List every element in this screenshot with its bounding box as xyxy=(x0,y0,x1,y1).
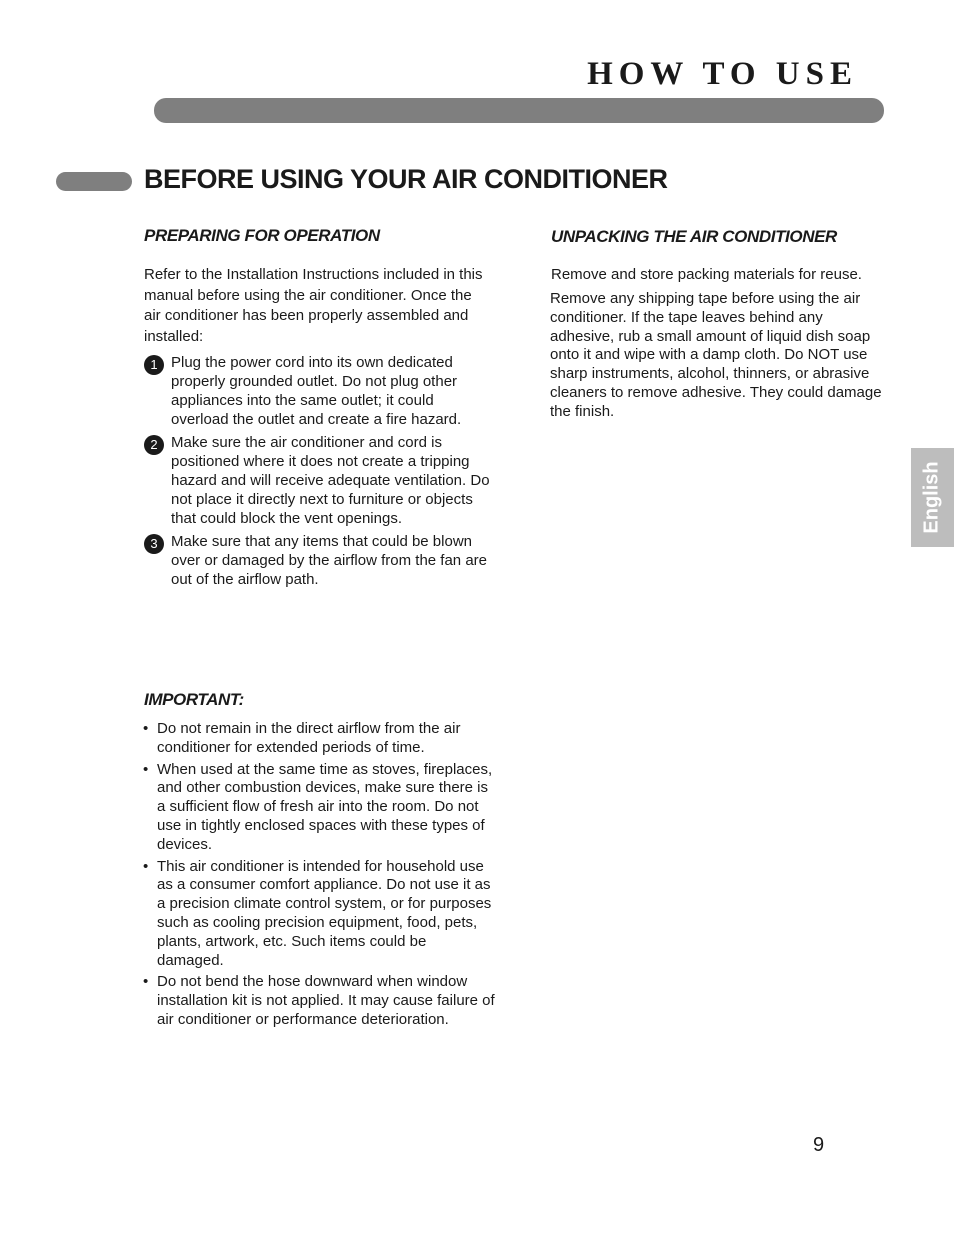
language-tab xyxy=(911,448,954,547)
header-bar xyxy=(154,98,884,123)
step-item xyxy=(144,532,494,589)
list-item-text: Do not bend the hose downward when window installation kit is not applied. It may cause failure of air conditioner or performance deterioration. xyxy=(157,973,495,1028)
step-number-badge: 3 xyxy=(144,534,164,554)
step-number-badge: 1 xyxy=(144,355,164,375)
language-tab-label: English xyxy=(921,461,944,534)
page-header-title: HOW TO USE xyxy=(587,56,858,92)
step-text: Plug the power cord into its own dedicated properly grounded outlet. Do not plug other appliances into the same outlet; it could overload the outlet and create a fire hazard. xyxy=(171,354,462,428)
list-item xyxy=(143,858,495,971)
list-item-text: When used at the same time as stoves, fireplaces, and other combustion devices, make sure there is a sufficient flow of fresh air into the room. Do not use in tightly enclosed spaces with these types of devices. xyxy=(157,760,493,853)
step-item xyxy=(144,433,494,528)
list-item xyxy=(143,761,495,855)
step-item xyxy=(144,353,494,429)
bullet-icon: • xyxy=(143,760,149,778)
bullet-icon: • xyxy=(143,720,149,737)
section-title: BEFORE USING YOUR AIR CONDITIONER xyxy=(144,164,668,194)
list-item xyxy=(143,973,495,1029)
important-heading: IMPORTANT: xyxy=(144,690,244,709)
unpacking-para-2: Remove any shipping tape before using the air conditioner. If the tape leaves behind any adhesive, rub a small amount of liquid dish soap onto it and wipe with a damp cloth. Do NOT use sharp instruments, alcohol, thinners, or abrasive cleaners to remove adhesive. They could damage the finish. xyxy=(550,290,882,420)
list-item xyxy=(143,720,495,758)
list-item-text: Do not remain in the direct airflow from the air conditioner for extended periods of time. xyxy=(157,720,461,756)
list-item-text: This air conditioner is intended for household use as a consumer comfort appliance. Do not use it as a precision climate control system, or for purposes such as cooling precision equipment, food, pets, plants, artwork, etc. Such items could be damaged. xyxy=(157,857,492,969)
step-text: Make sure that any items that could be blown over or damaged by the airflow from the fan are out of the airflow path. xyxy=(171,533,487,588)
bullet-icon: • xyxy=(143,857,149,875)
unpacking-para-1: Remove and store packing materials for reuse. xyxy=(551,266,862,283)
preparing-heading: PREPARING FOR OPERATION xyxy=(144,226,380,245)
bullet-icon: • xyxy=(143,973,149,991)
page-number: 9 xyxy=(813,1134,825,1156)
step-text: Make sure the air conditioner and cord is positioned where it does not create a tripping hazard and will receive adequate ventilation. Do not place it directly next to furniture or objects that could block the vent openings. xyxy=(171,434,490,527)
step-number-badge: 2 xyxy=(144,435,164,455)
important-list xyxy=(143,720,495,1033)
unpacking-heading: UNPACKING THE AIR CONDITIONER xyxy=(551,227,837,246)
preparing-steps xyxy=(144,353,494,593)
preparing-intro: Refer to the Installation Instructions included in this manual before using the air conditioner. Once the air conditioner has been properly assembled and installed: xyxy=(144,266,483,345)
section-marker xyxy=(56,172,132,191)
